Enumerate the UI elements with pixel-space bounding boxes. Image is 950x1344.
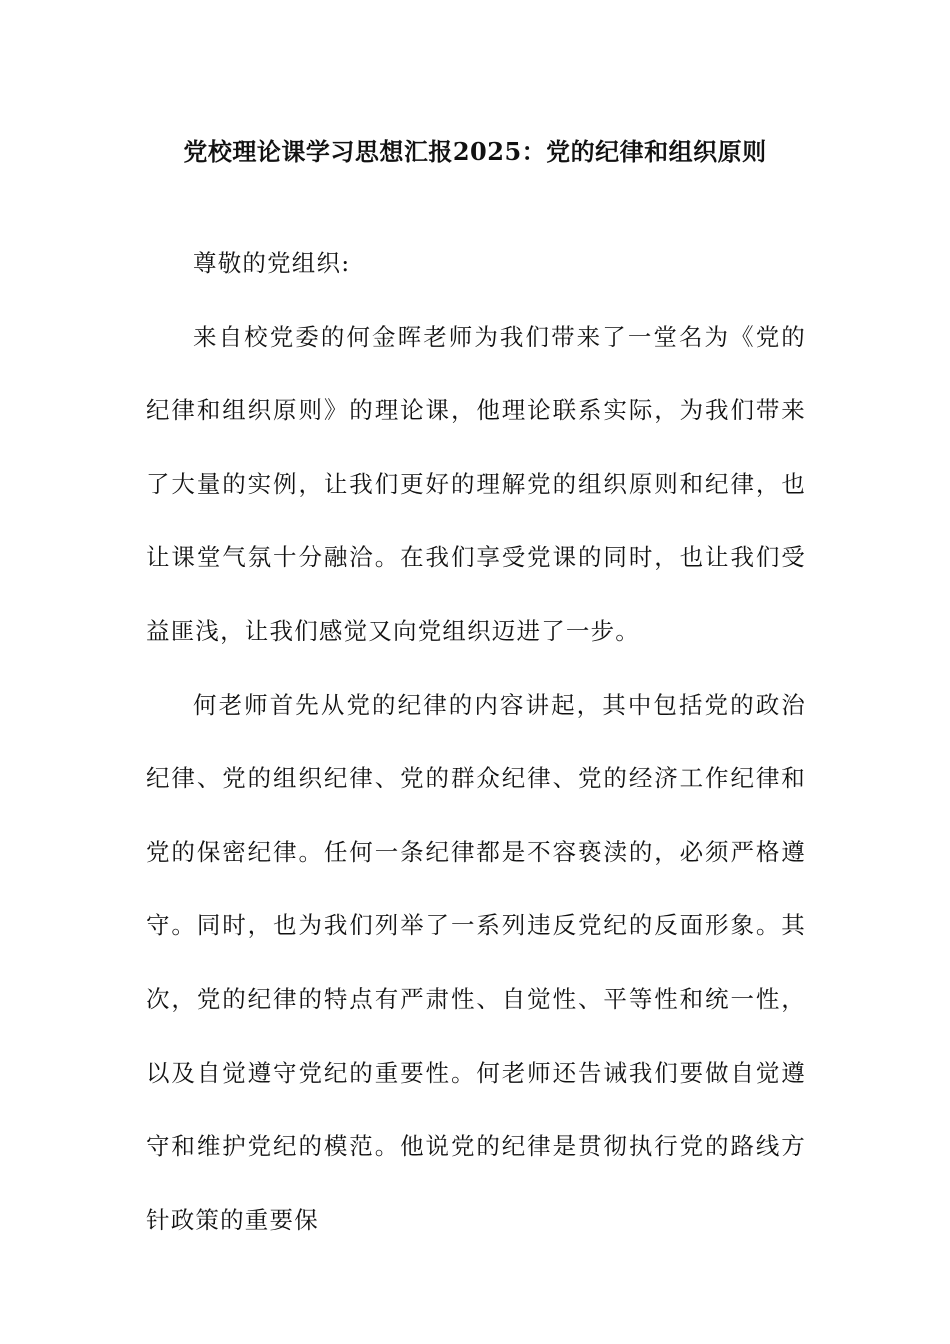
paragraph-2: 何老师首先从党的纪律的内容讲起，其中包括党的政治纪律、党的组织纪律、党的群众纪律、党的经济工作纪律和党的保密纪律。任何一条纪律都是不容亵渎的，必须严格遵守。同时，也为我们列举了一系列违反党纪的反面形象。其次，党的纪律的特点有严肃性、自觉性、平等性和统一性，以及自觉遵守党纪的重要性。何老师还告诫我们要做自觉遵守和维护党纪的模范。他说党的纪律是贯彻执行党的路线方针政策的重要保 — [146, 690, 806, 1234]
paragraph-1: 来自校党委的何金晖老师为我们带来了一堂名为《党的纪律和组织原则》的理论课，他理论联系实际，为我们带来了大量的实例，让我们更好的理解党的组织原则和纪律，也让课堂气氛十分融洽。在我们享受党课的同时，也让我们受益匪浅，让我们感觉又向党组织迈进了一步。 — [146, 322, 806, 645]
salutation: 尊敬的党组织: — [193, 249, 351, 277]
document-body — [146, 227, 806, 1257]
document-title: 党校理论课学习思想汇报2025：党的纪律和组织原则 — [183, 137, 767, 166]
